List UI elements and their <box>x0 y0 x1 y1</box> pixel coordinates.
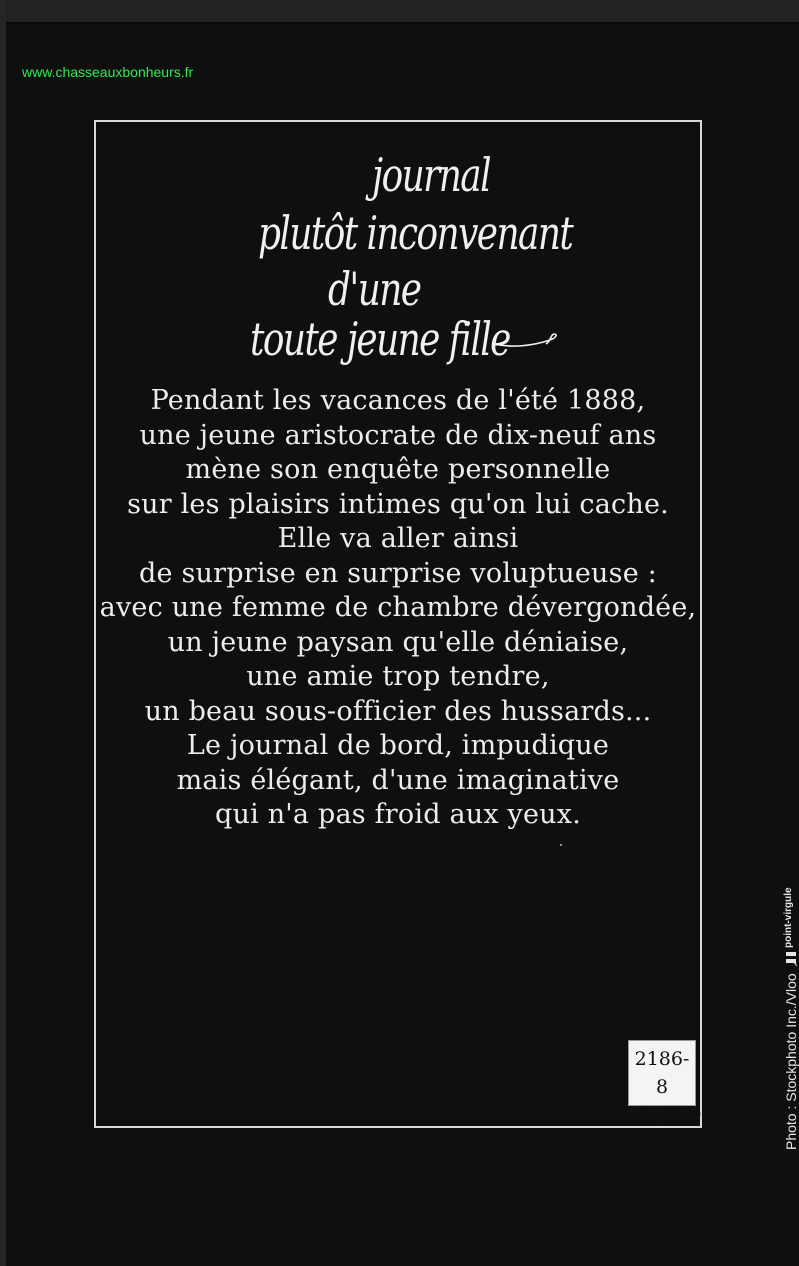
publisher-name: point-virgule <box>783 887 794 948</box>
title-line-1: journal <box>372 148 491 202</box>
blurb-line: une jeune aristocrate de dix-neuf ans <box>139 419 657 451</box>
blurb-line: qui n'a pas froid aux yeux. <box>215 799 581 830</box>
blurb-line: mène son enquête personnelle <box>185 454 611 485</box>
blurb-line: de surprise en surprise voluptueuse : <box>139 557 657 589</box>
blurb-line: Pendant les vacances de l'été 1888, <box>150 385 646 416</box>
catalog-code-line-1: 2186-8 <box>634 1048 690 1098</box>
blurb-line: avec une femme de chambre dévergondée, <box>99 592 697 623</box>
title-swash-ornament <box>492 326 562 356</box>
blurb-line: un beau sous-officier des hussards... <box>144 695 652 727</box>
back-cover-blurb <box>94 384 702 833</box>
blurb-line: Le journal de bord, impudique <box>186 730 610 761</box>
blurb-line: sur les plaisirs intimes qu'on lui cache. <box>127 488 669 520</box>
photo-credit: Photo : Stockphoto Inc./Vloo <box>783 973 799 1150</box>
blurb-line: Elle va aller ainsi <box>277 523 519 554</box>
watermark-text: www.chasseauxbonheurs.fr <box>22 64 194 80</box>
blurb-line: un jeune paysan qu'elle déniaise, <box>167 626 629 658</box>
blurb-line: une amie trop tendre, <box>246 661 550 692</box>
semicolon-logo-icon <box>785 950 797 968</box>
title-line-2: plutôt inconvenant <box>258 206 573 260</box>
catalog-code-label <box>628 1040 702 1126</box>
catalog-code-line-2: 005000 <box>629 1104 702 1126</box>
book-title <box>0 0 799 380</box>
title-line-3: d'une <box>328 262 421 316</box>
blurb-line: mais élégant, d'une imaginative <box>176 764 620 796</box>
title-line-4: toute jeune fille <box>250 312 510 366</box>
print-speck <box>560 844 562 846</box>
